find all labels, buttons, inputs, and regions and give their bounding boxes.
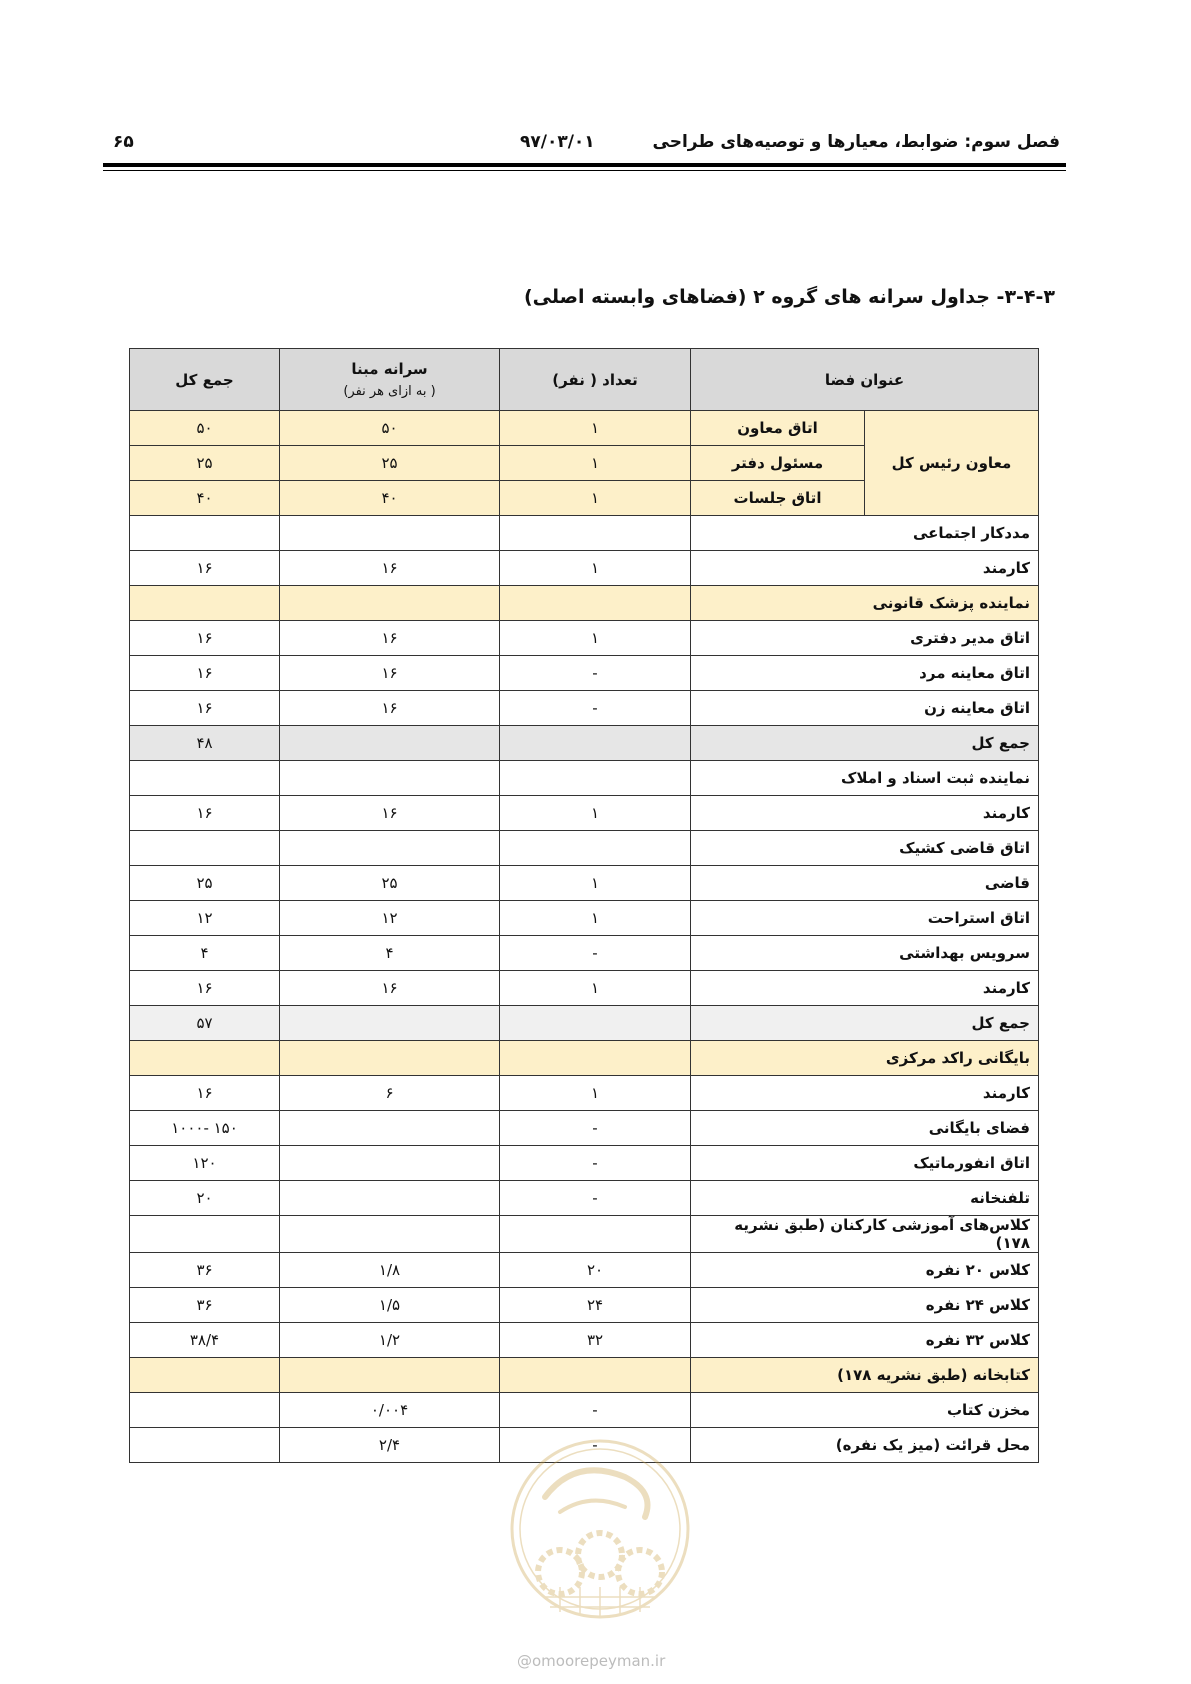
- group-row-per-capita: ۴۰: [280, 481, 500, 516]
- row-per-capita: ۱/۸: [280, 1253, 500, 1288]
- row-count: [500, 1006, 691, 1041]
- row-per-capita: [280, 516, 500, 551]
- watermark-site: @omoorepeyman.ir: [517, 1652, 666, 1670]
- row-per-capita: [280, 1006, 500, 1041]
- row-total: ۱۲: [130, 901, 280, 936]
- table-row: [130, 1323, 1039, 1358]
- row-title: نماینده پزشک قانونی: [691, 586, 1039, 621]
- row-count: [500, 1041, 691, 1076]
- row-title: کلاس‌های آموزشی کارکنان (طبق نشریه ۱۷۸): [691, 1216, 1039, 1253]
- row-count: -: [500, 936, 691, 971]
- row-title: کلاس ۳۲ نفره: [691, 1323, 1039, 1358]
- running-header-date: ۹۷/۰۳/۰۱: [520, 132, 595, 152]
- row-per-capita: ۰/۰۰۴: [280, 1393, 500, 1428]
- row-per-capita: [280, 726, 500, 761]
- row-title: کارمند: [691, 551, 1039, 586]
- table-row: [130, 1393, 1039, 1428]
- row-total: ۲۵: [130, 866, 280, 901]
- table-row: [130, 936, 1039, 971]
- row-total: ۴: [130, 936, 280, 971]
- table-row: [130, 691, 1039, 726]
- table-row: [130, 1216, 1039, 1253]
- row-count: -: [500, 691, 691, 726]
- row-total: ۱۶: [130, 1076, 280, 1111]
- row-count: [500, 1358, 691, 1393]
- row-count: ۱: [500, 796, 691, 831]
- table-row: [130, 726, 1039, 761]
- header-count: تعداد ( نفر): [500, 349, 691, 411]
- table-row: [130, 1111, 1039, 1146]
- row-total: ۱۶: [130, 621, 280, 656]
- row-per-capita: ۱۶: [280, 971, 500, 1006]
- row-count: ۱: [500, 901, 691, 936]
- row-title: اتاق قاضی کشیک: [691, 831, 1039, 866]
- table-row: [130, 1288, 1039, 1323]
- row-count: ۱: [500, 866, 691, 901]
- header-total: جمع کل: [130, 349, 280, 411]
- row-title: کلاس ۲۰ نفره: [691, 1253, 1039, 1288]
- row-total: ۱۶: [130, 691, 280, 726]
- row-title: اتاق معاینه زن: [691, 691, 1039, 726]
- row-count: ۱: [500, 621, 691, 656]
- row-total: [130, 1393, 280, 1428]
- row-title: قاضی: [691, 866, 1039, 901]
- group-row-title: مسئول دفتر: [691, 446, 865, 481]
- row-count: ۲۰: [500, 1253, 691, 1288]
- row-per-capita: [280, 1181, 500, 1216]
- row-count: ۲۴: [500, 1288, 691, 1323]
- row-title: سرویس بهداشتی: [691, 936, 1039, 971]
- row-per-capita: ۱۶: [280, 551, 500, 586]
- row-title: مددکار اجتماعی: [691, 516, 1039, 551]
- header-per-capita: [280, 349, 500, 411]
- table-row: [130, 551, 1039, 586]
- row-total: ۴۸: [130, 726, 280, 761]
- row-count: ۱: [500, 971, 691, 1006]
- row-title: کلاس ۲۴ نفره: [691, 1288, 1039, 1323]
- row-count: [500, 831, 691, 866]
- row-total: ۱۶: [130, 971, 280, 1006]
- table-row: [130, 621, 1039, 656]
- table-row: [130, 1006, 1039, 1041]
- header-rule-thick: [103, 163, 1066, 167]
- row-total: ۱۵۰ -۱۰۰۰: [130, 1111, 280, 1146]
- row-per-capita: [280, 761, 500, 796]
- table-row: [130, 1076, 1039, 1111]
- row-per-capita: ۲۵: [280, 866, 500, 901]
- row-count: [500, 761, 691, 796]
- table-row: [130, 411, 1039, 446]
- table-row: [130, 866, 1039, 901]
- watermark-logo-icon: [505, 1437, 695, 1637]
- header-per-capita-sub: ( به ازای هر نفر): [343, 384, 436, 399]
- row-count: -: [500, 656, 691, 691]
- group-row-title: اتاق جلسات: [691, 481, 865, 516]
- row-title: اتاق انفورماتیک: [691, 1146, 1039, 1181]
- row-total: ۲۰: [130, 1181, 280, 1216]
- row-per-capita: [280, 1041, 500, 1076]
- group-row-count: ۱: [500, 481, 691, 516]
- row-count: -: [500, 1428, 691, 1463]
- group-label: معاون رئیس کل: [865, 411, 1039, 516]
- row-total: [130, 761, 280, 796]
- row-title: کتابخانه (طبق نشریه ۱۷۸): [691, 1358, 1039, 1393]
- row-title: مخزن کتاب: [691, 1393, 1039, 1428]
- row-per-capita: [280, 586, 500, 621]
- row-count: [500, 516, 691, 551]
- row-per-capita: ۴: [280, 936, 500, 971]
- row-total: [130, 586, 280, 621]
- row-title: بایگانی راکد مرکزی: [691, 1041, 1039, 1076]
- group-row-title: اتاق معاون: [691, 411, 865, 446]
- row-per-capita: ۶: [280, 1076, 500, 1111]
- group-row-count: ۱: [500, 411, 691, 446]
- row-per-capita: [280, 831, 500, 866]
- row-per-capita: ۲/۴: [280, 1428, 500, 1463]
- row-total: [130, 1428, 280, 1463]
- group-row-total: ۴۰: [130, 481, 280, 516]
- row-title: تلفنخانه: [691, 1181, 1039, 1216]
- group-row-per-capita: ۲۵: [280, 446, 500, 481]
- group-row-total: ۲۵: [130, 446, 280, 481]
- row-total: ۳۶: [130, 1253, 280, 1288]
- row-per-capita: [280, 1146, 500, 1181]
- row-title: اتاق معاینه مرد: [691, 656, 1039, 691]
- table-row: [130, 1146, 1039, 1181]
- table-row: [130, 586, 1039, 621]
- table-row: [130, 971, 1039, 1006]
- row-per-capita: ۱۲: [280, 901, 500, 936]
- row-per-capita: ۱۶: [280, 621, 500, 656]
- row-per-capita: [280, 1216, 500, 1253]
- row-total: [130, 1041, 280, 1076]
- row-per-capita: ۱/۲: [280, 1323, 500, 1358]
- row-title: نماینده ثبت اسناد و املاک: [691, 761, 1039, 796]
- row-title: کارمند: [691, 1076, 1039, 1111]
- row-count: ۱: [500, 1076, 691, 1111]
- row-title: اتاق مدیر دفتری: [691, 621, 1039, 656]
- row-count: [500, 1216, 691, 1253]
- row-total: [130, 1216, 280, 1253]
- row-count: -: [500, 1111, 691, 1146]
- row-per-capita: ۱۶: [280, 691, 500, 726]
- row-count: -: [500, 1393, 691, 1428]
- table-header-row: [130, 349, 1039, 411]
- table-row: [130, 901, 1039, 936]
- page-number: ۶۵: [113, 132, 134, 152]
- row-count: -: [500, 1181, 691, 1216]
- row-count: ۱: [500, 551, 691, 586]
- row-total: ۱۲۰: [130, 1146, 280, 1181]
- row-per-capita: ۱/۵: [280, 1288, 500, 1323]
- table-row: [130, 1181, 1039, 1216]
- row-total: ۱۶: [130, 551, 280, 586]
- row-total: [130, 516, 280, 551]
- table-row: [130, 761, 1039, 796]
- row-total: ۳۶: [130, 1288, 280, 1323]
- row-total: ۱۶: [130, 656, 280, 691]
- header-rule-thin: [103, 170, 1066, 171]
- row-per-capita: ۱۶: [280, 796, 500, 831]
- row-title: کارمند: [691, 971, 1039, 1006]
- header-space-title: عنوان فضا: [691, 349, 1039, 411]
- group-row-total: ۵۰: [130, 411, 280, 446]
- group-row-count: ۱: [500, 446, 691, 481]
- table-row: [130, 796, 1039, 831]
- row-total: ۱۶: [130, 796, 280, 831]
- per-capita-table: [129, 348, 1039, 1463]
- row-title: فضای بایگانی: [691, 1111, 1039, 1146]
- row-title: جمع کل: [691, 1006, 1039, 1041]
- row-title: محل قرائت (میز یک نفره): [691, 1428, 1039, 1463]
- table-row: [130, 1358, 1039, 1393]
- table-row: [130, 656, 1039, 691]
- row-title: اتاق استراحت: [691, 901, 1039, 936]
- table-row: [130, 1041, 1039, 1076]
- group-row-per-capita: ۵۰: [280, 411, 500, 446]
- row-total: [130, 1358, 280, 1393]
- table-row: [130, 831, 1039, 866]
- row-count: -: [500, 1146, 691, 1181]
- row-title: جمع کل: [691, 726, 1039, 761]
- row-count: [500, 586, 691, 621]
- row-count: ۳۲: [500, 1323, 691, 1358]
- header-per-capita-label: سرانه مبنا: [351, 360, 428, 378]
- row-per-capita: [280, 1111, 500, 1146]
- running-header-title: فصل سوم: ضوابط، معیارها و توصیه‌های طراحی: [652, 132, 1060, 152]
- row-title: کارمند: [691, 796, 1039, 831]
- row-total: ۵۷: [130, 1006, 280, 1041]
- row-total: [130, 831, 280, 866]
- row-count: [500, 726, 691, 761]
- row-per-capita: [280, 1358, 500, 1393]
- row-total: ۳۸/۴: [130, 1323, 280, 1358]
- table-row: [130, 1253, 1039, 1288]
- row-per-capita: ۱۶: [280, 656, 500, 691]
- section-title: ۳-۴-۳- جداول سرانه های گروه ۲ (فضاهای وابسته اصلی): [523, 286, 1055, 308]
- table-row: [130, 516, 1039, 551]
